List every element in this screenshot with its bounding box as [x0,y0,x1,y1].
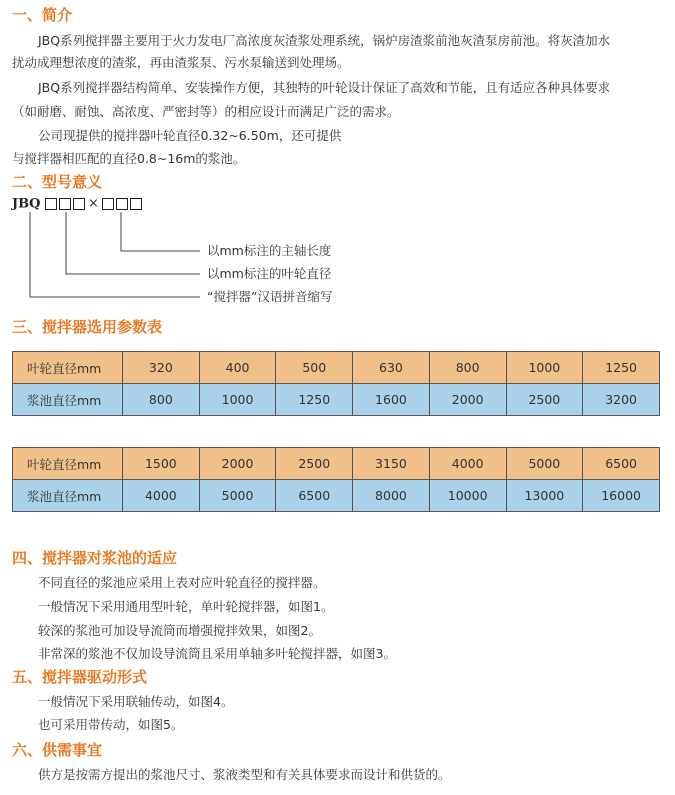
table-cell: 4000 [123,480,200,512]
annotation-shaft-length: 以mm标注的主轴长度 [207,243,332,258]
annotation-pinyin: “搅拌器”汉语拼音缩写 [207,289,333,304]
table-cell: 1250 [276,384,353,416]
times-sign: × [88,196,99,211]
section-title-intro: 一、简介 [12,6,73,24]
intro-line-6: 与搅拌器相匹配的直径0.8~16m的浆池。 [12,151,246,166]
table-row-impeller [13,448,660,480]
table-cell: 630 [353,352,430,384]
table-cell: 800 [123,384,200,416]
table-cell: 2500 [276,448,353,480]
row-label: 浆池直径mm [13,384,123,416]
adaptation-line-4: 非常深的浆池不仅加设导流筒且采用单轴多叶轮搅拌器，如图3。 [38,646,396,661]
intro-line-3: JBQ系列搅拌器结构简单、安装操作方便，其独特的叶轮设计保证了高效和节能，且有适应各种具体要求 [38,80,611,95]
leader-pinyin [30,212,200,297]
table-cell: 6500 [583,448,660,480]
table-cell: 1600 [353,384,430,416]
table-cell: 1500 [123,448,200,480]
table-cell: 800 [429,352,506,384]
table-row-pool [13,384,660,416]
parameter-table-1 [12,351,660,416]
leader-impeller-diameter [66,212,200,274]
table-cell: 13000 [506,480,583,512]
table-cell: 5000 [199,480,276,512]
adaptation-line-1: 不同直径的浆池应采用上表对应叶轮直径的搅拌器。 [38,575,326,590]
section-title-adaptation: 四、搅拌器对浆池的适应 [12,549,178,567]
row-label: 叶轮直径mm [13,448,123,480]
adaptation-line-2: 一般情况下采用通用型叶轮，单叶轮搅拌器，如图1。 [38,599,334,614]
table-cell: 10000 [429,480,506,512]
section-title-drive: 五、搅拌器驱动形式 [12,668,148,686]
row-label: 浆池直径mm [13,480,123,512]
table-cell: 500 [276,352,353,384]
leader-shaft-length [121,212,200,251]
table-row-pool [13,480,660,512]
intro-line-5: 公司现提供的搅拌器叶轮直径0.32~6.50m，还可提供 [38,128,342,143]
section-title-supply: 六、供需事宜 [12,741,103,759]
table-cell: 2500 [506,384,583,416]
table-cell: 8000 [353,480,430,512]
parameter-table-2 [12,447,660,512]
intro-line-1: JBQ系列搅拌器主要用于火力发电厂高浓度灰渣浆处理系统，锅炉房渣浆前池灰渣泵房前池。将灰渣加水 [38,33,611,48]
table-cell: 2000 [429,384,506,416]
intro-line-2: 扰动成理想浓度的渣浆，再由渣浆泵、污水泵输送到处理场。 [12,55,350,70]
table-row-impeller [13,352,660,384]
section-title-parameters: 三、搅拌器选用参数表 [12,318,163,336]
table-cell: 3200 [583,384,660,416]
model-prefix: JBQ [12,196,41,212]
table-cell: 1000 [199,384,276,416]
leader-lines [0,0,675,310]
drive-line-1: 一般情况下采用联轴传动，如图4。 [38,694,234,709]
drive-line-2: 也可采用带传动，如图5。 [38,717,184,732]
section-title-model: 二、型号意义 [12,173,103,191]
table-cell: 1000 [506,352,583,384]
table-cell: 1250 [583,352,660,384]
table-cell: 4000 [429,448,506,480]
row-label: 叶轮直径mm [13,352,123,384]
table-cell: 5000 [506,448,583,480]
supply-line-1: 供方是按需方提出的浆池尺寸、浆液类型和有关具体要求而设计和供货的。 [38,767,451,782]
table-cell: 400 [199,352,276,384]
table-cell: 3150 [353,448,430,480]
table-cell: 2000 [199,448,276,480]
adaptation-line-3: 较深的浆池可加设导流筒而增强搅拌效果，如图2。 [38,623,321,638]
table-cell: 6500 [276,480,353,512]
table-cell: 320 [123,352,200,384]
annotation-impeller-diameter: 以mm标注的叶轮直径 [207,266,332,281]
table-cell: 16000 [583,480,660,512]
intro-line-4: （如耐磨、耐蚀、高浓度、严密封等）的相应设计而满足广泛的需求。 [12,104,400,119]
